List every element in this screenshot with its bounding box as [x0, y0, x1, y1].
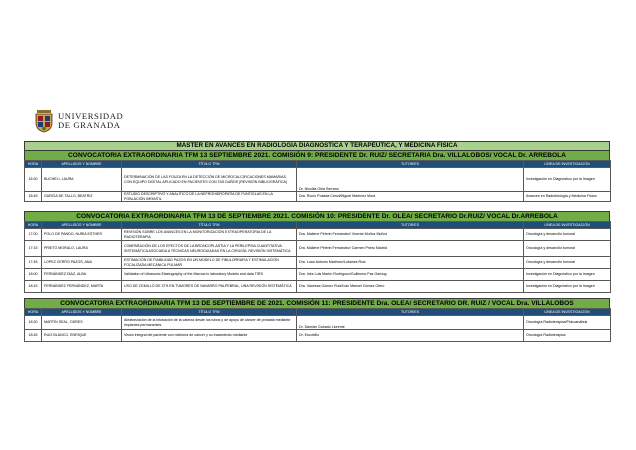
- table-row: [25, 281, 611, 293]
- row-titulo: Visión integral del paciente con mieloma de cáncer y su tratamiento mediante: [122, 330, 297, 342]
- row-linea: Oncología y desarrollo tumoral: [524, 257, 611, 269]
- row-linea: Investigación en Diagnóstico por la Imagen: [524, 168, 611, 192]
- row-titulo: DETERMINACIÓN DE LAS FOUZA EN LA DETECCIÓN DE MICROCALCIFICACIONES MAMARIAS. CON EQUIPO DIGITAL APLICADO EN PACIENTES CON TAS DAÑOS (REVISIÓN BIBLIOGRÁFICA): [122, 168, 297, 192]
- table-header-row: [25, 161, 611, 168]
- commission-10-heading: CONVOCATORIA EXTRAORDINARIA TFM 13 DE SEPTIEMBRE 2021. COMISIÓN 10: PRESIDENTE Dr. OLEA/ SECRETARIO Dr.RUIZ/ VOCAL Dr.ARREBOLA: [24, 211, 610, 221]
- row-tutor: Dr. Nicolás Olea Serrano: [297, 168, 524, 192]
- university-name-line2: DE GRANADA: [58, 120, 121, 130]
- row-tutor: Dr. Escobillo: [297, 330, 524, 342]
- row-nombre: BUCHELI, LAURA: [42, 168, 122, 192]
- commission-11-table: [24, 308, 611, 342]
- row-tutor: Dra. Inés Luis Martín Rodríguez/Guillermo Paz Garbog: [297, 269, 524, 281]
- row-titulo: Aleatorización de la intubación de la cabeza desde los tubos y de apoyo de cáncer de próstata mediante implantes permanentes: [122, 316, 297, 330]
- row-hora: 18:45: [25, 330, 42, 342]
- row-titulo: ESTUDIO DESCRIPTIVO Y ANALÍTICO DE LA NEFROHIDROPATÍA DE FUNTIGLAS EN LA POBLACIÓN INFANTIL: [122, 192, 297, 202]
- row-linea: Oncología y desarrollo tumoral: [524, 241, 611, 257]
- commission-9-heading: CONVOCATORIA EXTRAORDINARIA TFM 13 SEPTIEMBRE 2021. COMISIÓN 9: PRESIDENTE Dr. RUIZ/ SECRETARIA Dra. VILLALOBOS/ VOCAL Dr. ARREBOLA: [24, 150, 610, 160]
- row-hora: 17:45: [25, 257, 42, 269]
- header-titulo: TÍTULO TFM: [122, 222, 297, 229]
- row-linea: Investigación en Diagnóstico por la Imagen: [524, 269, 611, 281]
- program-title: MÁSTER EN AVANCES EN RADIOLOGÍA DIAGNÓSTICA Y TERAPÉUTICA, Y MEDICINA FÍSICA: [24, 141, 610, 150]
- header-apellidos: APELLIDOS Y NOMBRE: [42, 161, 122, 168]
- row-hora: 18:30: [25, 316, 42, 330]
- university-name: [58, 112, 123, 129]
- row-linea: Investigación en Diagnóstico por la Imagen: [524, 281, 611, 293]
- row-titulo: USO DE CEMILLO DE 3TH EN TUMORES DE NAVARRO PALPEBRAL, UNA REVISIÓN SISTEMÁTICA: [122, 281, 297, 293]
- commission-10-table: [24, 221, 611, 293]
- header-linea: LÍNEA DE INVESTIGACIÓN: [524, 161, 611, 168]
- university-logo: [34, 109, 123, 133]
- table-row: [25, 229, 611, 241]
- header-tutores: TUTOR/ES: [297, 309, 524, 316]
- header-apellidos: APELLIDOS Y NOMBRE: [42, 222, 122, 229]
- header-linea: LÍNEA DE INVESTIGACIÓN: [524, 222, 611, 229]
- row-nombre: FERNÁNDEZ FERNÁNDEZ, MARTA: [42, 281, 122, 293]
- header-hora: HORA: [25, 309, 42, 316]
- row-tutor: Dr. Damián Guirado Llorente: [297, 316, 524, 330]
- row-hora: 16:45: [25, 192, 42, 202]
- row-tutor: Dra. Mailene Pélerin Fernández/ Vicente Muñoz Muñoz: [297, 229, 524, 241]
- row-hora: 18:15: [25, 281, 42, 293]
- row-nombre: FERNÁNDEZ DÍAZ, ALBA: [42, 269, 122, 281]
- university-name-line1: UNIVERSIDAD: [58, 111, 124, 122]
- table-row: [25, 269, 611, 281]
- table-header-row: [25, 309, 611, 316]
- row-titulo: Validation of Ultrasonic Elastography of the Marrow in laboratory Models and data TIRS: [122, 269, 297, 281]
- table-row: [25, 192, 611, 202]
- commission-9-table: [24, 160, 611, 202]
- row-titulo: REVISIÓN SOBRE LOS AVANCES EN LA MONITORIZACIÓN EXTRAOPERATORIA DE LA RADIOTERAPIA: [122, 229, 297, 241]
- header-hora: HORA: [25, 222, 42, 229]
- row-linea: Oncología Radioterápica/Psicoanálisis: [524, 316, 611, 330]
- row-titulo: COMPARACIÓN DE LOS EFECTOS DE LA BRONCOPLASTIA Y LA PERILEPSIA CUANTITATIVA SISTEMÁTICA ASOCIADA A TÉCNICAS NEUROGUIADAS EN LA CIRUGÍA: REVISIÓN SISTEMÁTICA: [122, 241, 297, 257]
- row-hora: 17:15: [25, 241, 42, 257]
- header-tutores: TUTOR/ES: [297, 161, 524, 168]
- row-hora: 17:00: [25, 229, 42, 241]
- table-row: [25, 168, 611, 192]
- header-tutores: TUTOR/ES: [297, 222, 524, 229]
- header-hora: HORA: [25, 161, 42, 168]
- row-linea: Oncología y desarrollo tumoral: [524, 229, 611, 241]
- row-nombre: GARCÍA DE TALLO, BEATRIZ: [42, 192, 122, 202]
- row-hora: 16:30: [25, 168, 42, 192]
- table-header-row: [25, 222, 611, 229]
- row-nombre: LOPEZ CERRO PAZOS, ANA: [42, 257, 122, 269]
- table-row: [25, 316, 611, 330]
- table-row: [25, 241, 611, 257]
- row-nombre: MARTÍN SEAL, ODRES: [42, 316, 122, 330]
- row-linea: Oncología Radioterápica: [524, 330, 611, 342]
- row-titulo: ESTIMACIÓN DE FIABILIDAD PAZOS EN UN MODELO DE FIBULORRAFIA Y ESTIMULACIÓN FOCALIZADA MECÁNICA PULMAR: [122, 257, 297, 269]
- row-nombre: PRIETO MORALO, LAURA: [42, 241, 122, 257]
- commission-11-heading: CONVOCATORIA EXTRAORDINARIA TFM 13 DE SEPTIEMBRE DE 2021. COMISIÓN 11: PRESIDENTE Dra. OLEA/ SECRETARIO DR. RUIZ / VOCAL Dra. VILLALOBOS: [24, 298, 610, 308]
- table-row: [25, 330, 611, 342]
- row-hora: 18:00: [25, 269, 42, 281]
- row-nombre: POLO DE PANDO, NURIA ESTHER: [42, 229, 122, 241]
- header-titulo: TÍTULO TFM: [122, 309, 297, 316]
- row-tutor: Dra. Luan Antonio Martínez/Lubanes Ruiz: [297, 257, 524, 269]
- row-nombre: RUIZ BLANCO, ENRIQUE: [42, 330, 122, 342]
- row-tutor: Dra. Mailene Pélerin Fernández/ Carmen Prieto Madrid: [297, 241, 524, 257]
- row-tutor: Dra. Vanessa Gómez Ruiz/Iván Manuel Gómez Otero: [297, 281, 524, 293]
- header-titulo: TÍTULO TFM: [122, 161, 297, 168]
- table-row: [25, 257, 611, 269]
- row-tutor: Dra. Rocío Posada Cenzi/Miguel Martínez Mora: [297, 192, 524, 202]
- header-linea: LÍNEA DE INVESTIGACIÓN: [524, 309, 611, 316]
- crest-icon: [34, 109, 54, 133]
- schedule-sheet: [24, 141, 610, 342]
- header-apellidos: APELLIDOS Y NOMBRE: [42, 309, 122, 316]
- row-linea: Avances en Radiobiología y Medicina Física: [524, 192, 611, 202]
